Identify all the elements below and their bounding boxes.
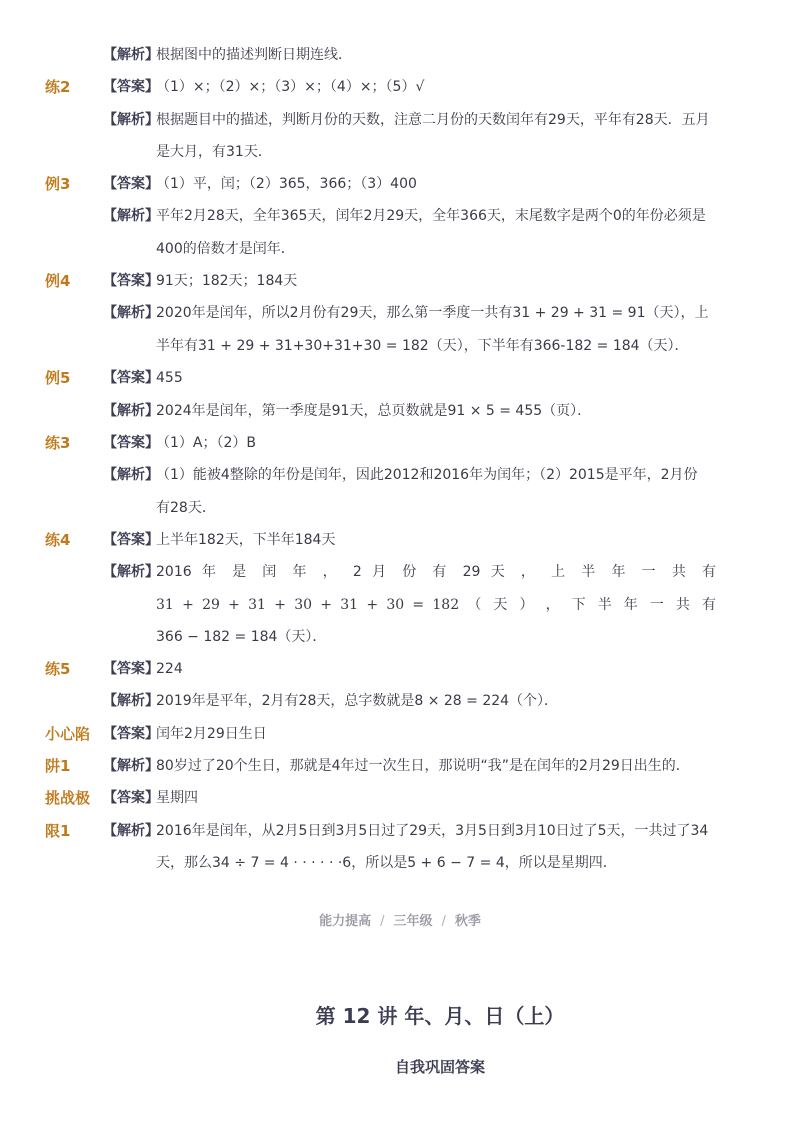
- analysis-row-continued: [0, 236, 800, 262]
- analysis-row: [0, 300, 800, 326]
- analysis-text: 有28天．: [156, 500, 216, 516]
- answer-text: 上半年182天，下半年184天: [156, 532, 336, 548]
- answer-row: [0, 527, 800, 553]
- answer-label: 【答案】: [103, 532, 159, 548]
- analysis-text: 31 + 29 + 31 + 30 + 31 + 30 = 182 （ 天 ） ， 下 半 年 一 共 有: [156, 597, 716, 613]
- answer-row: [0, 171, 800, 197]
- analysis-row: [0, 688, 800, 714]
- analysis-text: 2016 年 是 闰 年 ， 2 月 份 有 29 天 ， 上 半 年 一 共 有: [156, 564, 716, 580]
- page-footer: [0, 910, 800, 929]
- answer-text: （1）平，闰；（2）365，366；（3）400: [156, 176, 417, 192]
- footer-course: 能力提高: [319, 914, 372, 929]
- analysis-row: [0, 753, 800, 779]
- answer-text: （1）×；（2）×；（3）×；（4）×；（5）√: [156, 79, 425, 95]
- answer-row: [0, 785, 800, 811]
- answer-label: 【答案】: [103, 79, 159, 95]
- answer-row: [0, 721, 800, 747]
- answer-row: [0, 365, 800, 391]
- analysis-label: 【解析】: [103, 305, 159, 321]
- analysis-label: 【解析】: [103, 208, 159, 224]
- footer-grade: 三年级: [393, 914, 433, 929]
- analysis-text: 2020年是闰年，所以2月份有29天，那么第一季度一共有31 + 29 + 31 = 91（天），上: [156, 305, 709, 321]
- analysis-label: 【解析】: [103, 467, 159, 483]
- analysis-text: 2019年是平年，2月有28天，总字数就是8 × 28 = 224（个）．: [156, 693, 559, 709]
- analysis-text: 根据题目中的描述，判断月份的天数，注意二月份的天数闰年有29天，平年有28天．五月: [156, 112, 710, 128]
- analysis-text: 2016年是闰年，从2月5日到3月5日过了29天，3月5日到3月10日过了5天，一共过了34: [156, 823, 709, 839]
- section-label-lian2: 练2: [45, 78, 71, 96]
- answer-label: 【答案】: [103, 726, 159, 742]
- answer-row: [0, 430, 800, 456]
- analysis-label: 【解析】: [103, 758, 159, 774]
- analysis-row: [0, 818, 800, 844]
- answer-label: 【答案】: [103, 435, 159, 451]
- analysis-row-continued: [0, 495, 800, 521]
- section-label-lian5: 练5: [45, 660, 71, 678]
- analysis-text: 平年2月28天，全年365天，闰年2月29天，全年366天，末尾数字是两个0的年份必须是: [156, 208, 706, 224]
- footer-season: 秋季: [454, 914, 481, 929]
- analysis-row: [0, 462, 800, 488]
- analysis-text: 半年有31 + 29 + 31+30+31+30 = 182（天），下半年有366-182 = 184（天）．: [156, 338, 689, 354]
- analysis-text: 366 − 182 = 184（天）．: [156, 629, 327, 645]
- analysis-label: 【解析】: [103, 403, 159, 419]
- footer-separator: /: [380, 914, 385, 929]
- answer-row: [0, 656, 800, 682]
- analysis-row-continued: [0, 333, 800, 359]
- answer-label: 【答案】: [103, 176, 159, 192]
- analysis-label: 【解析】: [103, 47, 159, 63]
- lecture-title: 第 12 讲 年、月、日（上）: [315, 1004, 565, 1028]
- analysis-label: 【解析】: [103, 693, 159, 709]
- footer-separator: /: [441, 914, 446, 929]
- section-label-li5: 例5: [45, 369, 71, 387]
- analysis-text: 400的倍数才是闰年．: [156, 241, 295, 257]
- analysis-row-continued: [0, 592, 800, 618]
- answer-row: [0, 74, 800, 100]
- analysis-row: [0, 107, 800, 133]
- answer-label: 【答案】: [103, 661, 159, 677]
- analysis-row: [0, 398, 800, 424]
- section-label-trap: 小心陷: [45, 725, 91, 743]
- section-label-lian4: 练4: [45, 531, 71, 549]
- section-label-li3: 例3: [45, 175, 71, 193]
- section-label-li4: 例4: [45, 272, 71, 290]
- answer-row: [0, 268, 800, 294]
- answer-text: （1）A；（2）B: [156, 435, 256, 451]
- answer-text: 455: [156, 370, 183, 386]
- section-label-trap-cont: 阱1: [45, 757, 71, 775]
- analysis-text: 是大月，有31天．: [156, 144, 272, 160]
- analysis-label: 【解析】: [103, 564, 159, 580]
- analysis-text: 天，那么34 ÷ 7 = 4 · · · · · ·6，所以是5 + 6 − 7 = 4，所以是星期四．: [156, 855, 617, 871]
- analysis-label: 【解析】: [103, 823, 159, 839]
- answer-row: [0, 42, 800, 68]
- analysis-row: [0, 559, 800, 585]
- analysis-row: [0, 203, 800, 229]
- analysis-row-continued: [0, 139, 800, 165]
- answer-text: 星期四: [156, 790, 198, 806]
- analysis-text: 80岁过了20个生日，那就是4年过一次生日，那说明“我”是在闰年的2月29日出生的．: [156, 758, 690, 774]
- analysis-row-continued: [0, 850, 800, 876]
- lecture-subtitle: 自我巩固答案: [394, 1058, 485, 1076]
- answer-text: 224: [156, 661, 183, 677]
- analysis-text: 根据图中的描述判断日期连线．: [156, 47, 352, 63]
- answer-label: 【答案】: [103, 273, 159, 289]
- analysis-row-continued: [0, 624, 800, 650]
- answer-label: 【答案】: [103, 370, 159, 386]
- answer-label: 【答案】: [103, 790, 159, 806]
- analysis-text: 2024年是闰年，第一季度是91天，总页数就是91 × 5 = 455（页）．: [156, 403, 592, 419]
- answer-text: 91天；182天；184天: [156, 273, 298, 289]
- answer-text: 闰年2月29日生日: [156, 726, 267, 742]
- section-label-challenge: 挑战极: [45, 789, 91, 807]
- analysis-label: 【解析】: [103, 112, 159, 128]
- section-label-challenge-cont: 限1: [45, 822, 71, 840]
- section-label-lian3: 练3: [45, 434, 71, 452]
- analysis-text: （1）能被4整除的年份是闰年，因此2012和2016年为闰年；（2）2015是平年，2月份: [156, 467, 698, 483]
